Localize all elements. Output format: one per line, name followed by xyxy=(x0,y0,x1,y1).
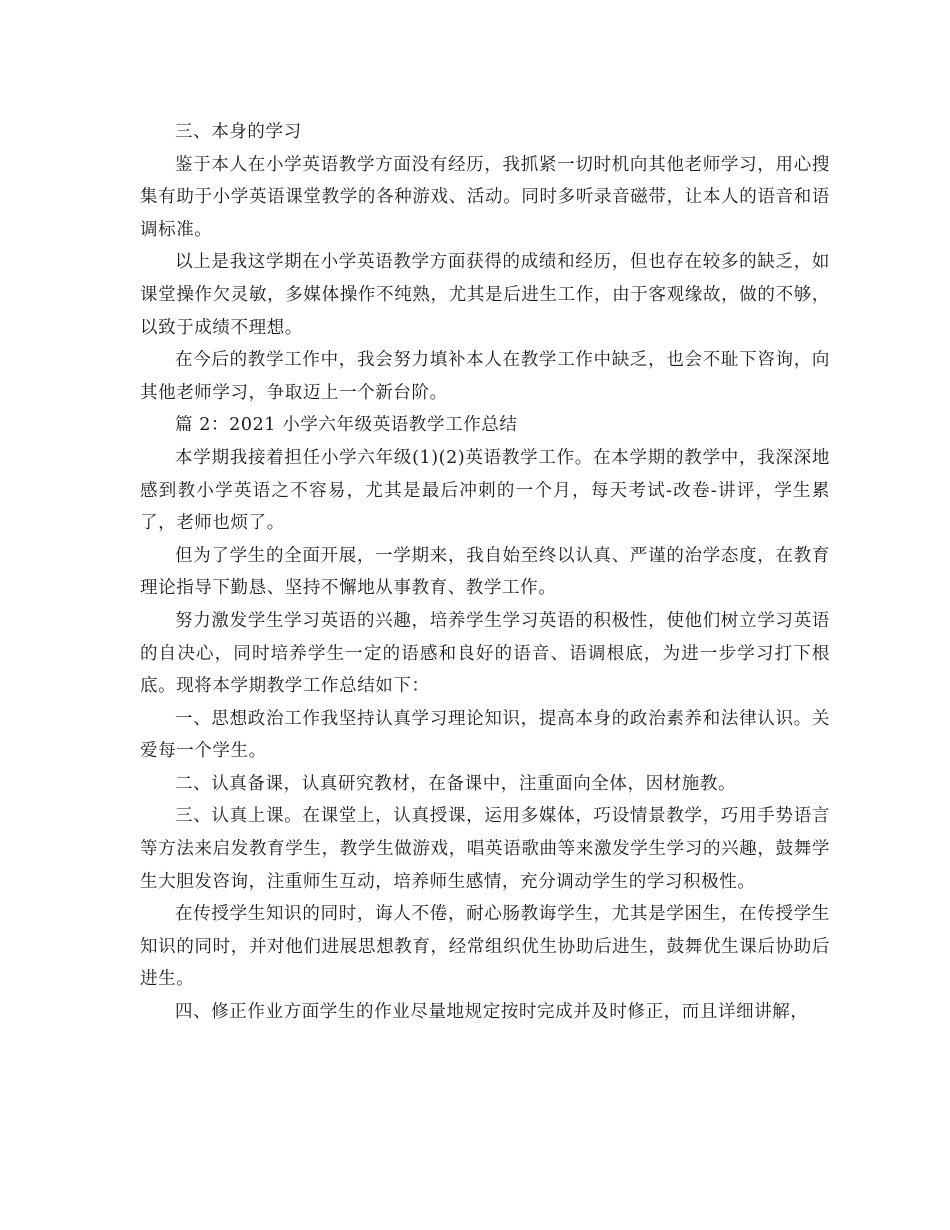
paragraph: 在今后的教学工作中，我会努力填补本人在教学工作中缺乏，也会不耻下咨询，向其他老师学习，争取迈上一个新台阶。 xyxy=(140,350,830,403)
paragraph: 四、修正作业方面学生的作业尽量地规定按时完成并及时修正，而且详细讲解， xyxy=(175,1002,809,1023)
paragraph: 努力激发学生学习英语的兴趣，培养学生学习英语的积极性，使他们树立学习英语的自决心，同时培养学生一定的语感和良好的语音、语调根底，为进一步学习打下根底。现将本学期教学工作总结如下： xyxy=(140,610,830,697)
document-body xyxy=(140,116,830,1029)
paragraph: 本学期我接着担任小学六年级(1)(2)英语教学工作。在本学期的教学中，我深深地感到教小学英语之不容易，尤其是最后冲刺的一个月，每天考试-改卷-讲评，学生累了，老师也烦了。 xyxy=(140,447,830,534)
paragraph: 在传授学生知识的同时，诲人不倦，耐心肠教诲学生，尤其是学困生，在传授学生知识的同时，并对他们进展思想教育，经常组织优生协助后进生，鼓舞优生课后协助后进生。 xyxy=(140,904,830,990)
paragraph: 一、思想政治工作我坚持认真学习理论知识，提高本身的政治素养和法律认识。关爱每一个学生。 xyxy=(140,708,830,762)
paragraph: 鉴于本人在小学英语教学方面没有经历，我抓紧一切时机向其他老师学习，用心搜集有助于小学英语课堂教学的各种游戏、活动。同时多听录音磁带，让本人的语音和语调标准。 xyxy=(140,154,830,240)
chapter-heading: 篇 2：2021 小学六年级英语教学工作总结 xyxy=(175,415,518,436)
section-heading-self-study: 三、本身的学习 xyxy=(175,122,302,142)
paragraph: 三、认真上课。在课堂上，认真授课，运用多媒体，巧设情景教学，巧用手势语言等方法来启发教育学生，教学生做游戏，唱英语歌曲等来激发学生学习的兴趣，鼓舞学生大胆发咨询，注重师生互动，培养师生感情，充分调动学生的学习积极性。 xyxy=(140,806,830,892)
paragraph: 但为了学生的全面开展，一学期来，我自始至终以认真、严谨的治学态度，在教育理论指导下勤恳、坚持不懈地从事教育、教学工作。 xyxy=(140,545,830,599)
paragraph: 以上是我这学期在小学英语教学方面获得的成绩和经历，但也存在较多的缺乏，如课堂操作欠灵敏，多媒体操作不纯熟，尤其是后进生工作，由于客观缘故，做的不够，以致于成绩不理想。 xyxy=(140,252,830,338)
paragraph: 二、认真备课，认真研究教材，在备课中，注重面向全体，因材施教。 xyxy=(175,773,737,794)
